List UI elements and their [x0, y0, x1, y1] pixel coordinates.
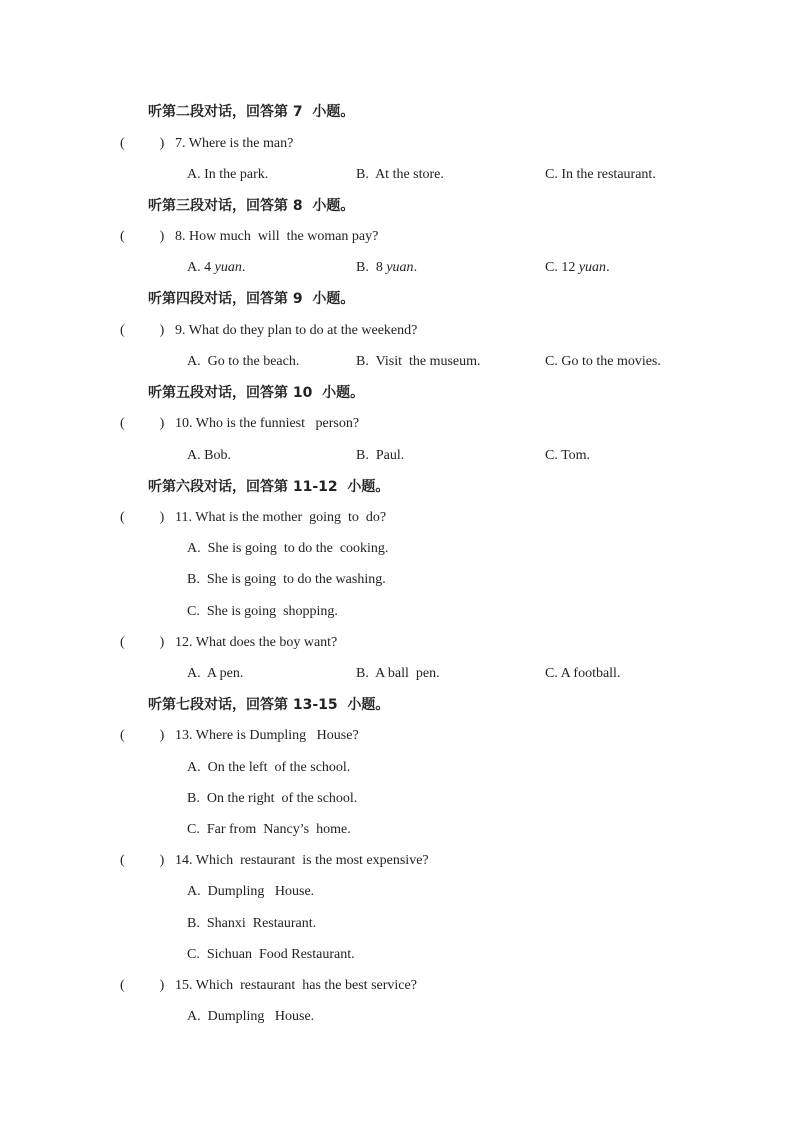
option-12b: B. A ball pen.	[356, 666, 440, 681]
answer-blank-15[interactable]: ( )	[120, 978, 165, 993]
option-7a: A. In the park.	[187, 167, 269, 182]
option-13b: B. On the right of the school.	[187, 791, 358, 806]
section-header-2: 听第二段对话，回答第 7 小题。	[148, 104, 355, 120]
question-12: 12. What does the boy want?	[175, 635, 338, 650]
answer-blank-10[interactable]: ( )	[120, 416, 165, 431]
question-7: 7. Where is the man?	[175, 136, 294, 151]
option-14c: C. Sichuan Food Restaurant.	[187, 947, 355, 962]
option-8a: A. 4 yuan.	[187, 260, 246, 275]
question-15: 15. Which restaurant has the best service?	[175, 978, 417, 993]
option-14a: A. Dumpling House.	[187, 884, 315, 899]
option-9c: C. Go to the movies.	[545, 354, 661, 369]
section-header-4: 听第四段对话，回答第 9 小题。	[148, 291, 355, 307]
option-12a: A. A pen.	[187, 666, 244, 681]
answer-blank-13[interactable]: ( )	[120, 728, 165, 743]
question-11: 11. What is the mother going to do?	[175, 510, 387, 525]
section-header-6: 听第六段对话，回答第 11-12 小题。	[148, 479, 390, 495]
option-11a: A. She is going to do the cooking.	[187, 541, 389, 556]
option-8c: C. 12 yuan.	[545, 260, 610, 275]
question-13: 13. Where is Dumpling House?	[175, 728, 359, 743]
option-9a: A. Go to the beach.	[187, 354, 300, 369]
question-10: 10. Who is the funniest person?	[175, 416, 360, 431]
option-9b: B. Visit the museum.	[356, 354, 481, 369]
option-7b: B. At the store.	[356, 167, 444, 182]
option-15a: A. Dumpling House.	[187, 1009, 315, 1024]
answer-blank-12[interactable]: ( )	[120, 635, 165, 650]
section-header-3: 听第三段对话，回答第 8 小题。	[148, 198, 355, 214]
answer-blank-9[interactable]: ( )	[120, 323, 165, 338]
option-14b: B. Shanxi Restaurant.	[187, 916, 317, 931]
option-13c: C. Far from Nancy’s home.	[187, 822, 351, 837]
section-header-5: 听第五段对话，回答第 10 小题。	[148, 385, 365, 401]
section-header-7: 听第七段对话，回答第 13-15 小题。	[148, 697, 390, 713]
answer-blank-11[interactable]: ( )	[120, 510, 165, 525]
question-14: 14. Which restaurant is the most expensive?	[175, 853, 429, 868]
answer-blank-8[interactable]: ( )	[120, 229, 165, 244]
option-8b: B. 8 yuan.	[356, 260, 418, 275]
option-12c: C. A football.	[545, 666, 621, 681]
answer-blank-14[interactable]: ( )	[120, 853, 165, 868]
question-9: 9. What do they plan to do at the weekend?	[175, 323, 418, 338]
option-10c: C. Tom.	[545, 448, 591, 463]
option-11b: B. She is going to do the washing.	[187, 572, 386, 587]
option-7c: C. In the restaurant.	[545, 167, 656, 182]
option-10a: A. Bob.	[187, 448, 231, 463]
option-13a: A. On the left of the school.	[187, 760, 351, 775]
option-11c: C. She is going shopping.	[187, 604, 338, 619]
question-8: 8. How much will the woman pay?	[175, 229, 379, 244]
answer-blank-7[interactable]: ( )	[120, 136, 165, 151]
option-10b: B. Paul.	[356, 448, 405, 463]
